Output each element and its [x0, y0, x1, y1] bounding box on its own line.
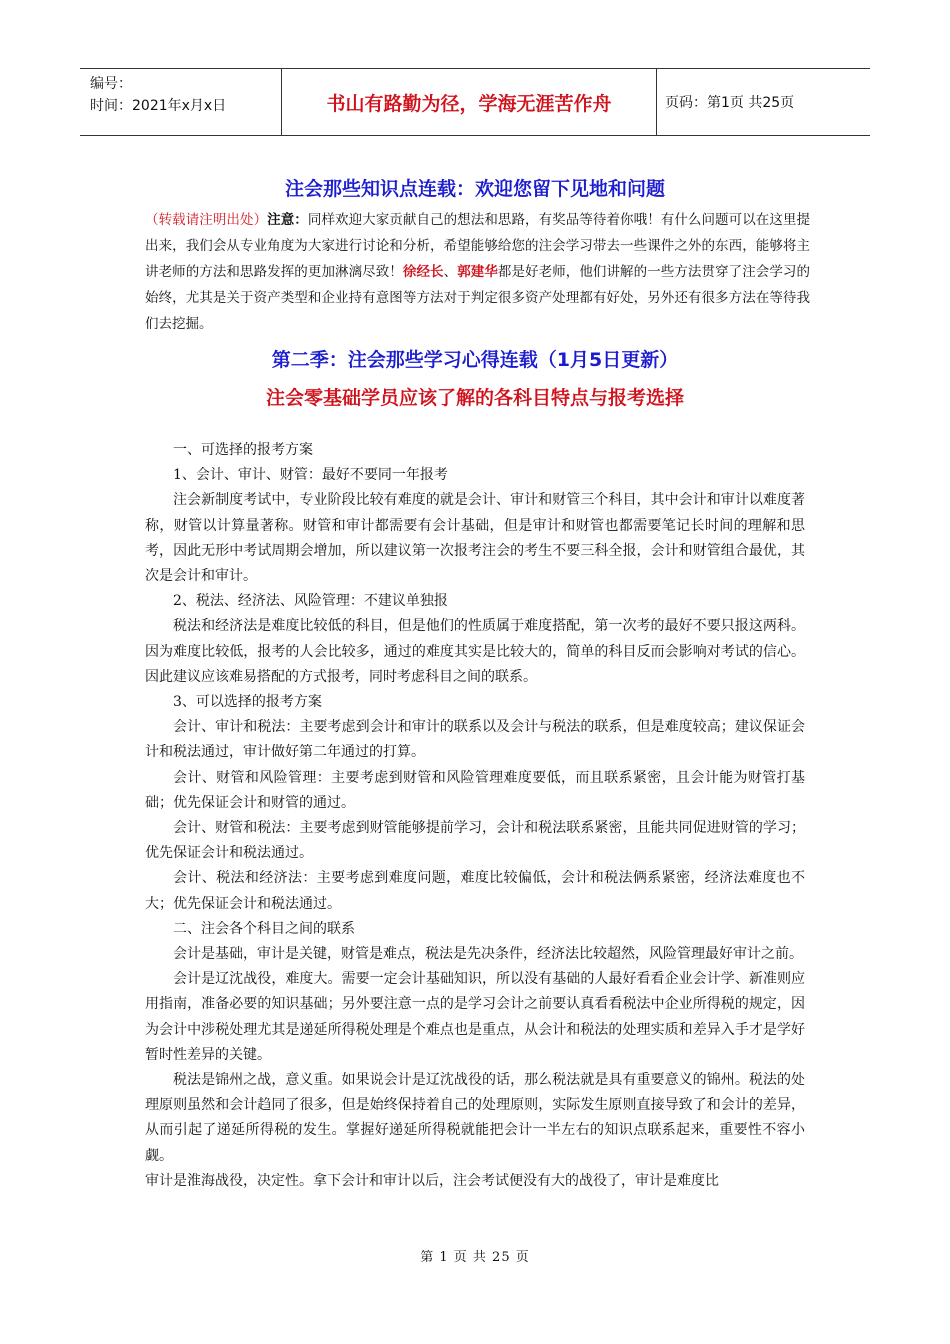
- header-meta: [80, 69, 282, 135]
- page-footer: 第 1 页 共 25 页: [420, 1250, 530, 1265]
- body-text: [145, 438, 805, 1194]
- body-paragraph: 会计、审计和税法：主要考虑到会计和审计的联系以及会计与税法的联系，但是难度较高；建议保证会计和税法通过，审计做好第二年通过的打算。: [145, 719, 805, 761]
- body-paragraph: 会计是辽沈战役，难度大。需要一定会计基础知识，所以没有基础的人最好看看企业会计学、新准则应用指南，准备必要的知识基础；另外要注意一点的是学习会计之前要认真看看税法中企业所得税的规定，因为会计中涉税处理尤其是递延所得税处理是个难点也是重点，从会计和税法的处理实质和差异入手才是学好暂时性差异的关键。: [145, 971, 805, 1063]
- subsection-heading: 1、会计、审计、财管：最好不要同一年报考: [173, 467, 448, 484]
- name-separator: 、: [443, 264, 458, 280]
- body-paragraph: 税法是锦州之战，意义重。如果说会计是辽沈战役的话，那么税法就是具有重要意义的锦州。税法的处理原则虽然和会计趋同了很多，但是始终保持着自己的处理原则，实际发生原则直接导致了和会计的差异，从而引起了递延所得税的发生。掌握好递延所得税就能把会计一半左右的知识点联系起来，重要性不容小觑。: [145, 1072, 805, 1164]
- notice-text-1: 同样欢迎大家贡献自己的想法和思路，有奖品等待着你哦！有什么问题可以在这里提出来，我们会从专业角度为大家进行讨论和分析，希望能够给您的注会学习带去一些课件之外的东西，能够将主讲老师的方法和思路发挥的更加淋漓尽致！: [145, 212, 810, 280]
- notice-paragraph: [145, 207, 810, 337]
- teacher-name-2: 郭建华: [457, 264, 498, 280]
- section-heading: 一、可选择的报考方案: [173, 442, 313, 458]
- sub-title: 注会零基础学员应该了解的各科目特点与报考选择: [265, 387, 684, 409]
- subsection-heading: 2、税法、经济法、风险管理：不建议单独报: [173, 593, 448, 610]
- body-paragraph: 注会新制度考试中，专业阶段比较有难度的就是会计、审计和财管三个科目，其中会计和审计以难度著称，财管以计算量著称。财管和审计都需要有会计基础，但是审计和财管也都需要笔记长时间的理解和思考，因此无形中考试周期会增加，所以建议第一次报考注会的考生不要三科全报，会计和财管组合最优，其次是会计和审计。: [145, 492, 805, 585]
- body-paragraph: 审计是淮海战役，决定性。拿下会计和审计以后，注会考试便没有大的战役了，审计是难度比: [145, 1172, 719, 1189]
- body-paragraph: 会计、税法和经济法：主要考虑到难度问题，难度比较偏低，会计和税法俩系紧密，经济法难度也不大；优先保证会计和税法通过。: [145, 870, 805, 912]
- attention-label: 注意：: [267, 212, 308, 228]
- body-paragraph: 会计、财管和税法：主要考虑到财管能够提前学习，会计和税法联系紧密，且能共同促进财管的学习；优先保证会计和税法通过。: [145, 820, 805, 862]
- notice-text-2: 都是好老师，他们讲解的一些方法贯穿了注会学习的始终，尤其是关于资产类型和企业持有意图等方法对于判定很多资产处理都有好处，另外还有很多方法在等待我们去挖掘。: [145, 264, 811, 332]
- header-motto: 书山有路勤为径，学海无涯苦作舟: [282, 69, 657, 135]
- subsection-heading: 3、可以选择的报考方案: [173, 694, 322, 711]
- body-paragraph: 会计、财管和风险管理：主要考虑到财管和风险管理难度要低，而且联系紧密，且会计能为财管打基础；优先保证会计和财管的通过。: [145, 769, 805, 811]
- time-label: 时间：2021年x月x日: [90, 98, 227, 114]
- header-table: [80, 68, 870, 136]
- reprint-note: （转载请注明出处）: [145, 212, 268, 228]
- season-title: 第二季：注会那些学习心得连载（1月5日更新）: [271, 349, 679, 371]
- teacher-name-1: 徐经长: [402, 264, 444, 280]
- main-title: 注会那些知识点连载：欢迎您留下见地和问题: [284, 178, 665, 200]
- body-paragraph: 税法和经济法是难度比较低的科目，但是他们的性质属于难度搭配，第一次考的最好不要只报这两科。因为难度比较低，报考的人会比较多，通过的难度其实是比较大的，简单的科目反而会影响对考试的信心。因此建议应该难易搭配的方式报考，同时考虑科目之间的联系。: [145, 618, 805, 685]
- body-paragraph: 会计是基础，审计是关键，财管是难点，税法是先决条件，经济法比较超然，风险管理最好审计之前。: [173, 946, 803, 963]
- section-heading: 二、注会各个科目之间的联系: [173, 920, 355, 937]
- number-label: 编号：: [90, 76, 132, 92]
- page-label: 页码：第1页 共25页: [665, 95, 795, 111]
